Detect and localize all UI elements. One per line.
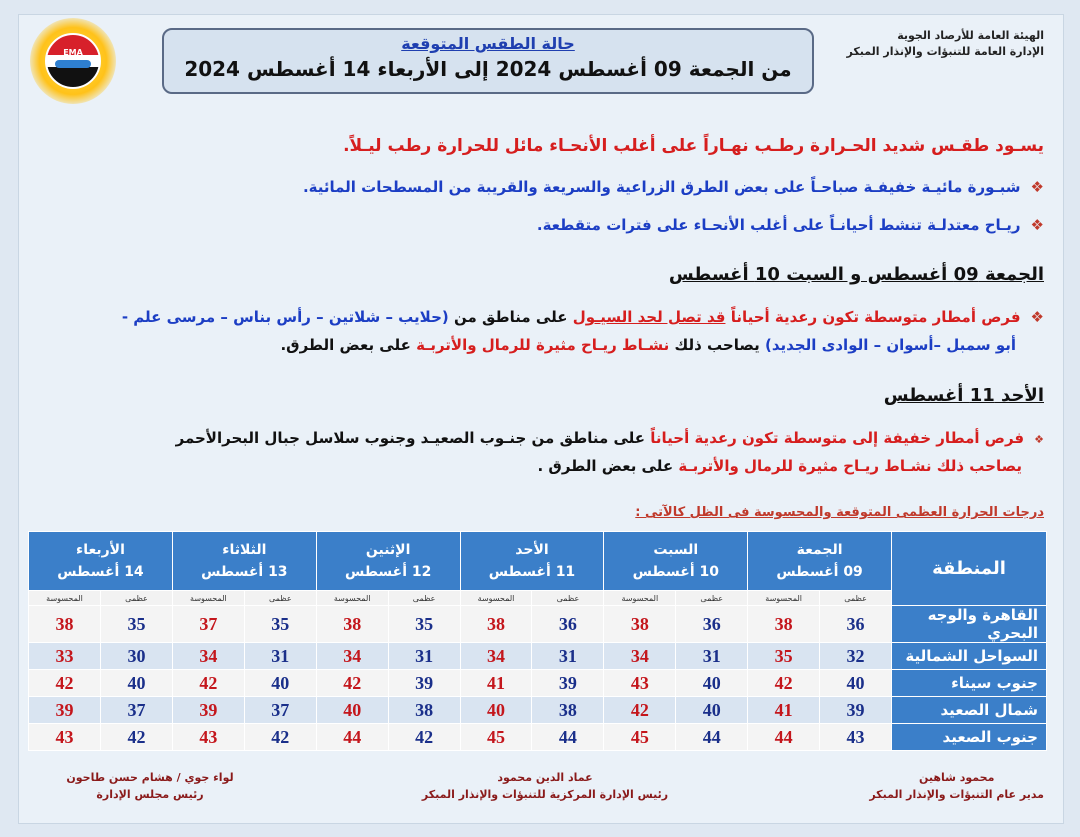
felt-temp-cell: 45 <box>460 724 532 751</box>
felt-temp-cell: 44 <box>316 724 388 751</box>
max-temp-cell: 35 <box>388 606 460 643</box>
logo-disc <box>45 33 101 89</box>
summary-bullet-1 <box>303 178 1044 196</box>
region-name: القاهرة والوجه البحري <box>892 606 1047 643</box>
table-row <box>29 670 1047 697</box>
felt-temp-cell: 35 <box>748 643 820 670</box>
max-temp-cell: 30 <box>101 643 173 670</box>
table-row <box>29 724 1047 751</box>
signature-central-director <box>400 769 690 803</box>
max-temp-cell: 31 <box>388 643 460 670</box>
max-temp-cell: 42 <box>244 724 316 751</box>
summary-bullet-2 <box>537 216 1044 234</box>
day-name: الأحد <box>515 542 549 558</box>
max-temp-cell: 35 <box>244 606 316 643</box>
section2-line-2 <box>538 457 1023 475</box>
felt-temp-cell: 42 <box>29 670 101 697</box>
felt-temp-cell: 42 <box>748 670 820 697</box>
day-date: 09 أغسطس <box>776 564 863 580</box>
day-date: 11 أغسطس <box>488 564 576 580</box>
section1-line-2 <box>280 336 1016 354</box>
max-temp-cell: 40 <box>101 670 173 697</box>
max-temp-cell: 38 <box>388 697 460 724</box>
max-temp-cell: 37 <box>244 697 316 724</box>
region-name: جنوب الصعيد <box>892 724 1047 751</box>
day-date: 12 أغسطس <box>344 564 432 580</box>
felt-label: المحسوسة <box>460 591 532 606</box>
signature-title: رئيس مجلس الإدارة <box>96 788 204 801</box>
table-row <box>29 643 1047 670</box>
signature-forecast-director <box>869 769 1044 803</box>
felt-temp-cell: 39 <box>172 697 244 724</box>
org-line-1: الهيئة العامة للأرصاد الجوية <box>897 29 1044 42</box>
max-temp-cell: 35 <box>101 606 173 643</box>
max-label: عظمى <box>820 591 892 606</box>
max-temp-cell: 39 <box>532 670 604 697</box>
max-temp-cell: 44 <box>676 724 748 751</box>
felt-label: المحسوسة <box>29 591 101 606</box>
day-date: 10 أغسطس <box>632 564 719 580</box>
regions-text: (حلايب – شلاتين – رأس بناس – مرسى علم - <box>121 308 449 326</box>
section1-line-1 <box>122 308 1044 326</box>
signature-name: محمود شاهين <box>918 771 995 784</box>
felt-temp-cell: 34 <box>316 643 388 670</box>
signature-board-chairman <box>60 769 240 803</box>
max-temp-cell: 44 <box>532 724 604 751</box>
diamond-bullet-icon: ❖ <box>1030 178 1044 196</box>
bullet-text: شبـورة مائيـة خفيفـة صباحـاً على بعض الطرق الزراعية والسريعة والقريبة من المسطحات المائية. <box>302 178 1021 196</box>
felt-temp-cell: 38 <box>748 606 820 643</box>
day-header <box>748 532 892 591</box>
max-temp-cell: 40 <box>676 697 748 724</box>
regions-text-cont: أبو سمبل –أسوان – الوادى الجديد) <box>764 336 1016 354</box>
felt-temp-cell: 40 <box>316 697 388 724</box>
max-temp-cell: 31 <box>676 643 748 670</box>
organization-name <box>847 28 1044 60</box>
wind-activity-text: نشـاط ريـاح مثيرة للرمال والأتربـة <box>416 336 670 354</box>
max-label: عظمى <box>676 591 748 606</box>
day-name: الثلاثاء <box>222 542 267 558</box>
region-name: جنوب سيناء <box>892 670 1047 697</box>
max-temp-cell: 36 <box>532 606 604 643</box>
felt-temp-cell: 38 <box>460 606 532 643</box>
max-temp-cell: 31 <box>532 643 604 670</box>
diamond-bullet-icon: ❖ <box>1034 433 1044 446</box>
table-row <box>29 697 1047 724</box>
section-heading-fri-sat: الجمعة 09 أغسطس و السبت 10 أغسطس <box>668 264 1044 285</box>
max-temp-cell: 43 <box>820 724 892 751</box>
connector-text: على مناطق من <box>453 308 568 326</box>
felt-temp-cell: 40 <box>460 697 532 724</box>
max-temp-cell: 39 <box>388 670 460 697</box>
felt-temp-cell: 38 <box>604 606 676 643</box>
day-header <box>29 532 173 591</box>
felt-temp-cell: 45 <box>604 724 676 751</box>
max-temp-cell: 36 <box>676 606 748 643</box>
diamond-bullet-icon: ❖ <box>1030 216 1044 234</box>
bullet-text: ريـاح معتدلـة تنشط أحيانـاً على أغلب الأنحـاء على فترات متقطعة. <box>536 216 1021 234</box>
day-header <box>460 532 604 591</box>
felt-label: المحسوسة <box>604 591 676 606</box>
logo-cloud-icon <box>55 60 91 68</box>
max-label: عظمى <box>244 591 316 606</box>
signature-name: عماد الدين محمود <box>497 771 593 784</box>
day-header <box>172 532 316 591</box>
felt-temp-cell: 42 <box>172 670 244 697</box>
flood-warning-text: قد تصل لحد السيـول <box>572 308 726 326</box>
felt-temp-cell: 41 <box>460 670 532 697</box>
day-header <box>604 532 748 591</box>
felt-label: المحسوسة <box>172 591 244 606</box>
max-label: عظمى <box>532 591 604 606</box>
max-temp-cell: 42 <box>101 724 173 751</box>
signature-title: مدير عام التنبؤات والإنذار المبكر <box>869 788 1044 801</box>
roads-text: على بعض الطرق. <box>280 336 411 354</box>
rain-chance-text: فرص أمطار خفيفة إلى متوسطة تكون رعدية أحياناً <box>650 429 1025 447</box>
felt-label: المحسوسة <box>748 591 820 606</box>
page-title: حالة الطقس المتوقعة <box>401 34 575 53</box>
felt-temp-cell: 44 <box>748 724 820 751</box>
forecast-period: من الجمعة 09 أغسطس 2024 إلى الأربعاء 14 أغسطس 2024 <box>184 57 792 81</box>
max-temp-cell: 40 <box>676 670 748 697</box>
felt-label: المحسوسة <box>316 591 388 606</box>
felt-temp-cell: 37 <box>172 606 244 643</box>
felt-temp-cell: 43 <box>172 724 244 751</box>
felt-temp-cell: 42 <box>604 697 676 724</box>
accompanied-text: يصاحب ذلك <box>936 457 1022 475</box>
roads-text: على بعض الطرق . <box>537 457 674 475</box>
felt-temp-cell: 39 <box>29 697 101 724</box>
day-header <box>316 532 460 591</box>
logo-text: EMA <box>63 48 83 57</box>
felt-temp-cell: 38 <box>316 606 388 643</box>
max-label: عظمى <box>101 591 173 606</box>
day-name: السبت <box>653 542 699 558</box>
signature-name: لواء جوي / هشام حسن طاحون <box>66 771 234 784</box>
region-name: شمال الصعيد <box>892 697 1047 724</box>
section-heading-sunday: الأحد 11 أغسطس <box>883 385 1044 406</box>
day-date: 14 أغسطس <box>57 564 144 580</box>
section2-line-1 <box>176 429 1044 447</box>
day-name: الجمعة <box>796 542 843 558</box>
rain-chance-text: فرص أمطار متوسطة تكون رعدية أحياناً <box>730 308 1021 326</box>
day-name: الإثنين <box>365 542 411 558</box>
felt-temp-cell: 41 <box>748 697 820 724</box>
wind-activity-text: نشـاط ريـاح مثيرة للرمال والأتربـة <box>678 457 932 475</box>
org-line-2: الإدارة العامة للتنبؤات والإنذار المبكر <box>846 45 1044 58</box>
felt-temp-cell: 43 <box>604 670 676 697</box>
felt-temp-cell: 34 <box>460 643 532 670</box>
felt-temp-cell: 43 <box>29 724 101 751</box>
max-temp-cell: 42 <box>388 724 460 751</box>
max-temp-cell: 38 <box>532 697 604 724</box>
max-label: عظمى <box>388 591 460 606</box>
ema-logo <box>30 18 116 104</box>
max-temp-cell: 39 <box>820 697 892 724</box>
region-header: المنطقة <box>892 532 1047 606</box>
max-temp-cell: 31 <box>244 643 316 670</box>
felt-temp-cell: 34 <box>172 643 244 670</box>
diamond-bullet-icon: ❖ <box>1030 308 1044 326</box>
felt-temp-cell: 33 <box>29 643 101 670</box>
max-temp-cell: 37 <box>101 697 173 724</box>
max-temp-cell: 36 <box>820 606 892 643</box>
table-row <box>29 606 1047 643</box>
title-box <box>162 28 814 94</box>
accompanied-text: يصاحب ذلك <box>674 336 760 354</box>
table-caption: درجات الحرارة العظمى المتوقعة والمحسوسة فى الظل كالآتى : <box>635 505 1044 520</box>
day-date: 13 أغسطس <box>201 564 288 580</box>
region-name: السواحل الشمالية <box>892 643 1047 670</box>
max-temp-cell: 40 <box>244 670 316 697</box>
felt-temp-cell: 38 <box>29 606 101 643</box>
max-temp-cell: 32 <box>820 643 892 670</box>
temperature-table <box>28 531 1047 751</box>
regions-text: على مناطق من جنـوب الصعيـد وجنوب سلاسل جبال البحرالأحمر <box>175 429 646 447</box>
summary-main-line: يسـود طقـس شديد الحـرارة رطـب نهـاراً على أغلب الأنحـاء مائل للحرارة رطب ليـلاً. <box>343 136 1044 156</box>
felt-temp-cell: 34 <box>604 643 676 670</box>
day-name: الأربعاء <box>76 542 125 558</box>
signature-title: رئيس الإدارة المركزية للتنبؤات والإنذار المبكر <box>421 788 669 801</box>
felt-temp-cell: 42 <box>316 670 388 697</box>
max-temp-cell: 40 <box>820 670 892 697</box>
